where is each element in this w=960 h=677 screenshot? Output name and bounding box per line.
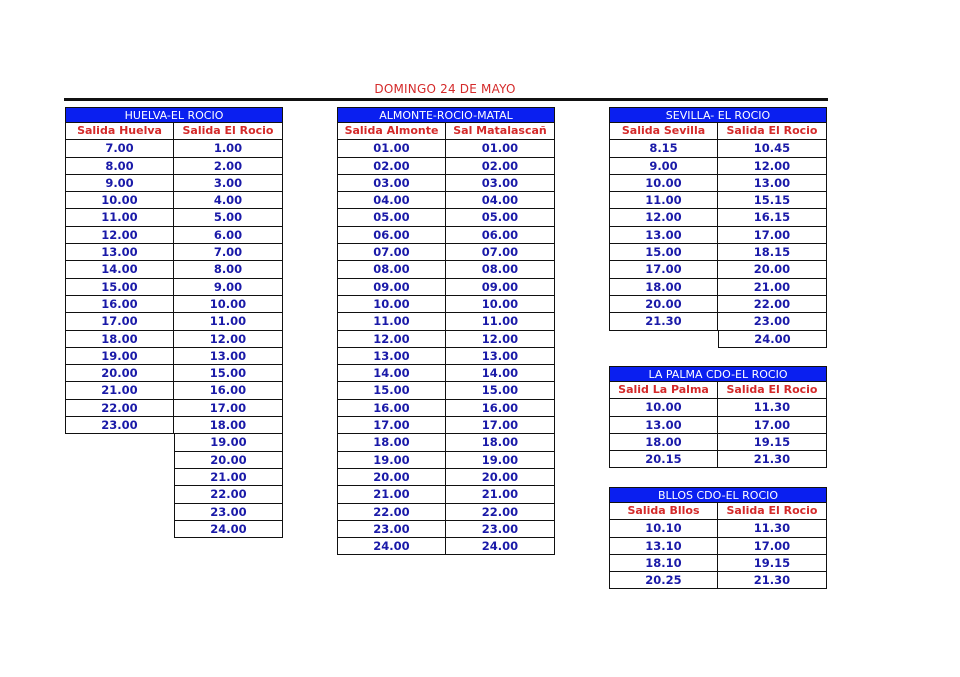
departure-time <box>65 452 174 469</box>
table-row <box>337 175 555 192</box>
return-time: 12.00 <box>174 331 283 348</box>
table-row <box>609 192 827 209</box>
return-time: 15.00 <box>446 382 555 399</box>
column-header: Salida El Rocio <box>718 503 827 520</box>
departure-time <box>65 434 174 451</box>
departure-time: 05.00 <box>337 209 446 226</box>
departure-time: 20.00 <box>337 469 446 486</box>
departure-time <box>609 331 718 348</box>
return-time: 21.00 <box>718 279 827 296</box>
return-time: 10.00 <box>446 296 555 313</box>
table-row <box>65 365 283 382</box>
table-row <box>65 434 283 451</box>
table-title: SEVILLA- EL ROCIO <box>609 107 827 123</box>
return-time: 2.00 <box>174 158 283 175</box>
table-row <box>337 417 555 434</box>
table-row <box>337 452 555 469</box>
return-time: 09.00 <box>446 279 555 296</box>
table-row <box>65 175 283 192</box>
table-row <box>609 140 827 157</box>
departure-time: 17.00 <box>65 313 174 330</box>
return-time: 17.00 <box>718 227 827 244</box>
header-row <box>609 123 827 140</box>
table-row <box>65 244 283 261</box>
return-time: 21.00 <box>174 469 283 486</box>
return-time: 24.00 <box>446 538 555 555</box>
column-header: Salida Sevilla <box>609 123 718 140</box>
return-time: 23.00 <box>718 313 827 330</box>
table-row <box>609 331 827 348</box>
return-time: 8.00 <box>174 261 283 278</box>
table-row <box>65 400 283 417</box>
return-time: 19.00 <box>446 452 555 469</box>
return-time: 17.00 <box>718 417 827 434</box>
return-time: 18.00 <box>174 417 283 434</box>
table-title: LA PALMA CDO-EL ROCIO <box>609 366 827 382</box>
table-row <box>337 279 555 296</box>
table-row <box>65 296 283 313</box>
departure-time: 22.00 <box>65 400 174 417</box>
return-time: 21.30 <box>718 572 827 589</box>
return-time: 17.00 <box>174 400 283 417</box>
departure-time: 18.00 <box>337 434 446 451</box>
departure-time: 18.00 <box>609 434 718 451</box>
table-row <box>609 279 827 296</box>
return-time: 11.00 <box>446 313 555 330</box>
departure-time: 18.00 <box>609 279 718 296</box>
departure-time: 20.15 <box>609 451 718 468</box>
column-header: Salida El Rocio <box>718 123 827 140</box>
return-time: 15.00 <box>174 365 283 382</box>
table-row <box>609 451 827 468</box>
return-time: 3.00 <box>174 175 283 192</box>
departure-time: 24.00 <box>337 538 446 555</box>
table-row <box>65 140 283 157</box>
header-row <box>609 382 827 399</box>
table-row <box>337 227 555 244</box>
return-time: 22.00 <box>718 296 827 313</box>
return-time: 11.30 <box>718 520 827 537</box>
table-row <box>609 158 827 175</box>
table-row <box>65 452 283 469</box>
table-row <box>609 572 827 589</box>
return-time: 11.30 <box>718 399 827 416</box>
table-row <box>65 227 283 244</box>
return-time: 19.15 <box>718 555 827 572</box>
return-time: 24.00 <box>718 331 827 348</box>
return-time: 10.45 <box>718 140 827 157</box>
return-time: 04.00 <box>446 192 555 209</box>
return-time: 17.00 <box>718 538 827 555</box>
departure-time: 13.00 <box>337 348 446 365</box>
departure-time: 11.00 <box>337 313 446 330</box>
departure-time: 21.30 <box>609 313 718 330</box>
table-row <box>65 469 283 486</box>
table-row <box>609 261 827 278</box>
departure-time: 09.00 <box>337 279 446 296</box>
departure-time: 23.00 <box>337 521 446 538</box>
table-row <box>65 521 283 538</box>
table-la-palma-el-rocio <box>609 366 827 468</box>
return-time: 19.00 <box>174 434 283 451</box>
departure-time: 02.00 <box>337 158 446 175</box>
table-row <box>337 209 555 226</box>
return-time: 15.15 <box>718 192 827 209</box>
departure-time: 10.00 <box>65 192 174 209</box>
departure-time: 14.00 <box>65 261 174 278</box>
table-row <box>337 521 555 538</box>
table-row <box>337 244 555 261</box>
table-row <box>337 296 555 313</box>
table-row <box>337 400 555 417</box>
table-sevilla-el-rocio <box>609 107 827 348</box>
return-time: 7.00 <box>174 244 283 261</box>
departure-time: 06.00 <box>337 227 446 244</box>
column-header: Salida Huelva <box>65 123 174 140</box>
return-time: 17.00 <box>446 417 555 434</box>
return-time: 08.00 <box>446 261 555 278</box>
column-header: Salida Almonte <box>337 123 446 140</box>
table-row <box>65 192 283 209</box>
departure-time: 01.00 <box>337 140 446 157</box>
departure-time: 03.00 <box>337 175 446 192</box>
departure-time: 14.00 <box>337 365 446 382</box>
table-row <box>609 417 827 434</box>
return-time: 23.00 <box>446 521 555 538</box>
departure-time: 20.25 <box>609 572 718 589</box>
departure-time: 16.00 <box>65 296 174 313</box>
column-header: Salida Bllos <box>609 503 718 520</box>
departure-time: 21.00 <box>337 486 446 503</box>
departure-time: 07.00 <box>337 244 446 261</box>
return-time: 13.00 <box>446 348 555 365</box>
departure-time: 10.00 <box>337 296 446 313</box>
return-time: 21.00 <box>446 486 555 503</box>
table-row <box>65 313 283 330</box>
table-row <box>337 158 555 175</box>
return-time: 12.00 <box>718 158 827 175</box>
table-row <box>337 331 555 348</box>
departure-time: 18.00 <box>65 331 174 348</box>
table-row <box>65 504 283 521</box>
return-time: 12.00 <box>446 331 555 348</box>
table-row <box>609 555 827 572</box>
departure-time: 23.00 <box>65 417 174 434</box>
return-time: 20.00 <box>718 261 827 278</box>
departure-time: 19.00 <box>337 452 446 469</box>
table-row <box>65 486 283 503</box>
return-time: 18.00 <box>446 434 555 451</box>
table-row <box>65 209 283 226</box>
table-row <box>337 538 555 555</box>
table-title: ALMONTE-ROCIO-MATAL <box>337 107 555 123</box>
return-time: 13.00 <box>174 348 283 365</box>
departure-time: 8.00 <box>65 158 174 175</box>
departure-time: 13.10 <box>609 538 718 555</box>
return-time: 23.00 <box>174 504 283 521</box>
return-time: 9.00 <box>174 279 283 296</box>
return-time: 5.00 <box>174 209 283 226</box>
table-row <box>337 192 555 209</box>
table-row <box>65 331 283 348</box>
table-row <box>337 365 555 382</box>
return-time: 16.00 <box>446 400 555 417</box>
departure-time: 13.00 <box>609 227 718 244</box>
return-time: 18.15 <box>718 244 827 261</box>
return-time: 22.00 <box>174 486 283 503</box>
departure-time: 7.00 <box>65 140 174 157</box>
departure-time: 04.00 <box>337 192 446 209</box>
return-time: 20.00 <box>446 469 555 486</box>
return-time: 10.00 <box>174 296 283 313</box>
table-row <box>609 227 827 244</box>
return-time: 07.00 <box>446 244 555 261</box>
table-row <box>65 348 283 365</box>
departure-time: 15.00 <box>65 279 174 296</box>
departure-time: 19.00 <box>65 348 174 365</box>
table-row <box>337 348 555 365</box>
table-row <box>609 434 827 451</box>
return-time: 11.00 <box>174 313 283 330</box>
departure-time: 13.00 <box>65 244 174 261</box>
departure-time <box>65 521 174 538</box>
departure-time: 12.00 <box>337 331 446 348</box>
return-time: 16.00 <box>174 382 283 399</box>
departure-time: 11.00 <box>65 209 174 226</box>
table-almonte-rocio-matal <box>337 107 555 555</box>
return-time: 02.00 <box>446 158 555 175</box>
table-row <box>609 244 827 261</box>
departure-time: 20.00 <box>609 296 718 313</box>
column-header: Sal Matalascañ <box>446 123 555 140</box>
departure-time: 15.00 <box>337 382 446 399</box>
return-time: 20.00 <box>174 452 283 469</box>
departure-time: 20.00 <box>65 365 174 382</box>
return-time: 19.15 <box>718 434 827 451</box>
table-row <box>337 469 555 486</box>
table-row <box>609 296 827 313</box>
table-row <box>609 538 827 555</box>
column-header: Salida El Rocio <box>718 382 827 399</box>
return-time: 06.00 <box>446 227 555 244</box>
departure-time: 12.00 <box>65 227 174 244</box>
return-time: 14.00 <box>446 365 555 382</box>
departure-time: 10.10 <box>609 520 718 537</box>
departure-time: 16.00 <box>337 400 446 417</box>
table-row <box>337 261 555 278</box>
table-row <box>65 279 283 296</box>
departure-time <box>65 469 174 486</box>
table-row <box>609 399 827 416</box>
return-time: 16.15 <box>718 209 827 226</box>
departure-time: 11.00 <box>609 192 718 209</box>
table-row <box>609 175 827 192</box>
departure-time: 9.00 <box>65 175 174 192</box>
table-row <box>65 382 283 399</box>
return-time: 05.00 <box>446 209 555 226</box>
departure-time: 10.00 <box>609 175 718 192</box>
title-rule <box>64 98 828 101</box>
header-row <box>609 503 827 520</box>
table-bllos-el-rocio <box>609 487 827 589</box>
table-row <box>609 520 827 537</box>
page-title: DOMINGO 24 DE MAYO <box>374 82 516 96</box>
departure-time: 8.15 <box>609 140 718 157</box>
departure-time: 17.00 <box>609 261 718 278</box>
table-row <box>337 313 555 330</box>
return-time: 24.00 <box>174 521 283 538</box>
table-row <box>65 158 283 175</box>
column-header: Salid La Palma <box>609 382 718 399</box>
departure-time: 13.00 <box>609 417 718 434</box>
return-time: 21.30 <box>718 451 827 468</box>
departure-time: 22.00 <box>337 504 446 521</box>
departure-time: 17.00 <box>337 417 446 434</box>
header-row <box>65 123 283 140</box>
departure-time: 15.00 <box>609 244 718 261</box>
departure-time <box>65 486 174 503</box>
departure-time: 12.00 <box>609 209 718 226</box>
table-title: BLLOS CDO-EL ROCIO <box>609 487 827 503</box>
table-row <box>65 417 283 434</box>
departure-time <box>65 504 174 521</box>
departure-time: 9.00 <box>609 158 718 175</box>
return-time: 22.00 <box>446 504 555 521</box>
table-row <box>65 261 283 278</box>
table-row <box>609 313 827 330</box>
return-time: 1.00 <box>174 140 283 157</box>
column-header: Salida El Rocio <box>174 123 283 140</box>
table-row <box>337 140 555 157</box>
departure-time: 08.00 <box>337 261 446 278</box>
return-time: 4.00 <box>174 192 283 209</box>
table-row <box>609 209 827 226</box>
table-huelva-el-rocio <box>65 107 283 538</box>
departure-time: 10.00 <box>609 399 718 416</box>
table-row <box>337 434 555 451</box>
header-row <box>337 123 555 140</box>
table-title: HUELVA-EL ROCIO <box>65 107 283 123</box>
table-row <box>337 486 555 503</box>
departure-time: 18.10 <box>609 555 718 572</box>
table-row <box>337 382 555 399</box>
return-time: 01.00 <box>446 140 555 157</box>
return-time: 6.00 <box>174 227 283 244</box>
departure-time: 21.00 <box>65 382 174 399</box>
table-row <box>337 504 555 521</box>
return-time: 13.00 <box>718 175 827 192</box>
return-time: 03.00 <box>446 175 555 192</box>
